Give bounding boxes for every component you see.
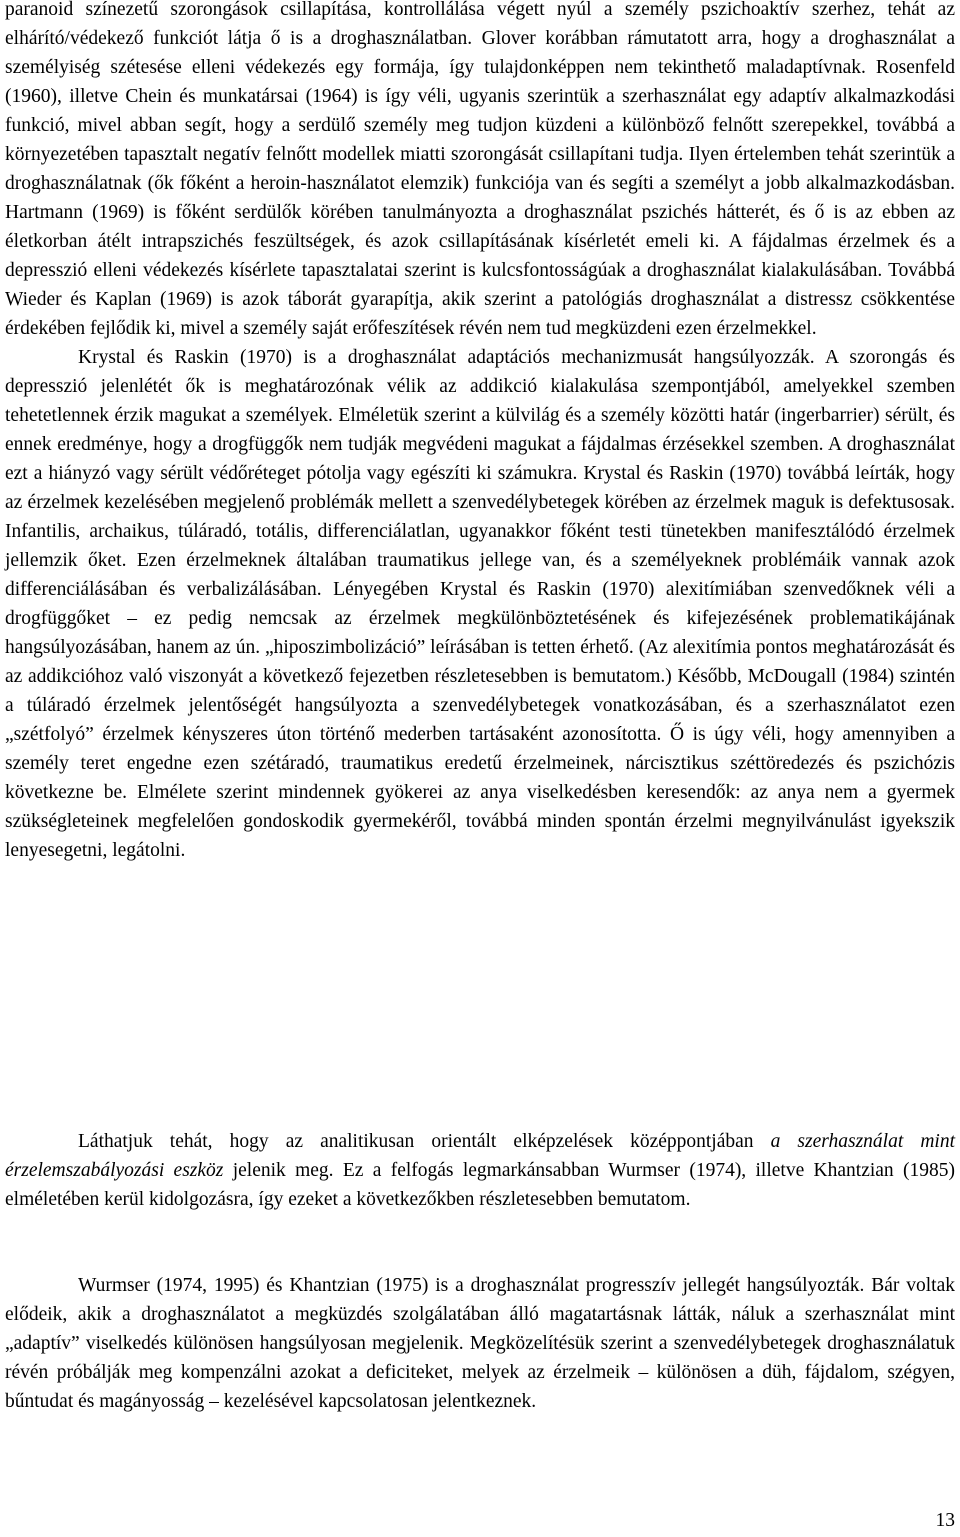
paragraph-3-emphasis: a szerhasználat mint érzelemszabályozási eszköz: [5, 1131, 955, 1181]
paragraph-4: Wurmser (1974, 1995) és Khantzian (1975) is a droghasználat progresszív jellegét hangsúlyozták. Bár voltak elődeik, akik a droghasználatot a megküzdés szolgálatában álló magatartásnak látták, náluk a szerhasználat mint „adaptív” viselkedés különösen hangsúlyosan megjelenik. Megközelítésük szerint a szenvedélybetegek droghasználatuk révén próbálják meg kompenzálni azokat a deficiteket, melyek az érzelmeik – különösen a düh, fájdalom, szégyen, bűntudat és magányosság – kezelésével kapcsolatosan jelentkeznek.: [5, 1275, 955, 1412]
paragraph-3-text-start: Láthatjuk tehát, hogy az analitikusan orientált elképzelések középpontjában: [78, 1131, 771, 1152]
paragraph-1: paranoid színezetű szorongások csillapítása, kontrollálása végett nyúl a személy pszichoaktív szerhez, tehát az elhárító/védekező funkciót látja ő is a droghasználatban. Glover korábban rámutatott arra, hogy a droghasználat a személyiség szétesése elleni védekezés egy formája, így tulajdonképpen nem tekinthető maladaptívnak. Rosenfeld (1960), illetve Chein és munkatársai (1964) is így véli, ugyanis szerintük a szerhasználat egy adaptív alkalmazkodási funkció, mivel abban segít, hogy a serdülő személy meg tudjon küzdeni a különböző felnőtt szerepekkel, továbbá a környezetében tapasztalt negatív felnőtt modellek miatti szorongását csillapítani tudja. Ilyen értelemben tehát szerintük a droghasználatnak (ők főként a heroin-használatot elemzik) funkciója van és segíti a személyt a jobb alkalmazkodásban. Hartmann (1969) is főként serdülők körében tanulmányozta a droghasználat pszichés hátterét, és ő is az ebben az életkorban átélt intrapszichés feszültségek, és azok csillapításának kísérletét emeli ki. A fájdalmas érzelmek és a depresszió elleni védekezés kísérlete tapasztalatai szerint is kulcsfontosságúak a droghasználat kialakulásában. Továbbá Wieder és Kaplan (1969) is azok táborát gyarapítja, akik szerint a patológiás droghasználat a distressz csökkentése érdekében fejlődik ki, mivel a személy saját erőfeszítések révén nem tud megküzdeni ezen érzelmekkel.: [5, 0, 955, 339]
paragraph-3-text-end: jelenik meg. Ez a felfogás legmarkánsabban Wurmser (1974), illetve Khantzian (1985) elméletében kerül kidolgozásra, így ezeket a következőkben részletesebben bemutatom.: [5, 1160, 955, 1210]
paragraph-2: Krystal és Raskin (1970) is a droghasználat adaptációs mechanizmusát hangsúlyozzák. A szorongás és depresszió jelenlétét ők is meghatározónak vélik az addikció kialakulása szempontjából, amelyekkel szemben tehetetlennek érzik magukat a személyek. Elméletük szerint a külvilág és a személy közötti határ (ingerbarrier) sérült, és ennek eredménye, hogy a drogfüggők nem tudják megvédeni magukat a fájdalmas érzésekkel szemben. A droghasználat ezt a hiányzó vagy sérült védőréteget pótolja vagy egészíti ki számukra. Krystal és Raskin (1970) továbbá leírták, hogy az érzelmek kezelésében megjelenő problémák mellett a szenvedélybetegek körében az érzelmek maguk is defektusosak. Infantilis, archaikus, túláradó, totális, differenciálatlan, ugyanakkor főként testi tünetekben manifesztálódó érzelmek jellemzik őket. Ezen érzelmeknek általában traumatikus jellege van, és a személyeknek problémáik vannak azok differenciálásában és verbalizálásában. Lényegében Krystal és Raskin (1970) alexitímiában szenvedőknek véli a drogfüggőket – ez pedig nemcsak az érzelmek megkülönböztetésének és kifejezésének problematikájának hangsúlyozásában, hanem az ún. „hiposzimbolizáció” leírásában is tetten érhető. (Az alexitímia pontos meghatározását és az addikcióhoz való viszonyát a következő fejezetben részletesebben is bemutatom.) Később, McDougall (1984) szintén a túláradó érzelmek jelentőségét hangsúlyozta a szenvedélybetegek vonatkozásában, és a szerhasználatot ezen „szétfolyó” érzelmek kényszeres úton történő mederben tartásaként azonosította. Ő is úgy véli, hogy amennyiben a személy teret engedne ezen szétáradó, traumatikus eredetű érzelmeinek, nárcisztikus széttöredezés és pszichózis következne be. Elmélete szerint mindennek gyökerei az anya viselkedésben keresendők: az anya nem a gyermek szükségleteinek megfelelően gondoskodik gyermekéről, továbbá minden spontán érzelmi megnyilvánulást igyekszik lenyesegetni, legátolni.: [5, 347, 955, 861]
page-number: 13: [935, 1510, 955, 1531]
paragraph-3: [5, 1127, 955, 1214]
body-text-block: [5, 0, 955, 865]
